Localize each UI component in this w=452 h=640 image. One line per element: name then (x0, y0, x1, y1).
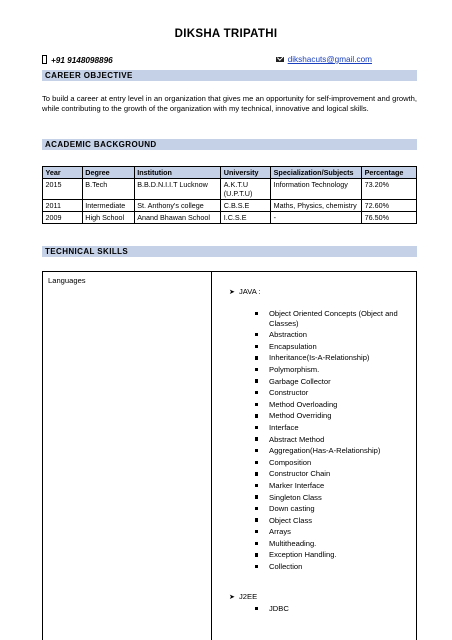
table-cell: - (271, 212, 362, 224)
table-row (43, 212, 417, 224)
list-item: Multitheading. (255, 539, 417, 549)
table-cell: 73.20% (362, 179, 417, 200)
table-header-row (43, 167, 417, 179)
table-cell: A.K.T.U (U.P.T.U) (221, 179, 271, 200)
phone-number: +91 9148098896 (42, 55, 113, 65)
table-cell: High School (82, 212, 134, 224)
phone-icon (42, 55, 47, 64)
section-technical-skills: TECHNICAL SKILLS (42, 246, 417, 257)
academic-table (42, 166, 417, 224)
table-cell: C.B.S.E (221, 200, 271, 212)
list-item: JDBC (255, 604, 417, 614)
table-cell: Information Technology (271, 179, 362, 200)
col-percentage: Percentage (362, 167, 417, 179)
list-item: Abstract Method (255, 435, 417, 445)
table-cell: Maths, Physics, chemistry (271, 200, 362, 212)
col-degree: Degree (82, 167, 134, 179)
envelope-icon (276, 57, 284, 63)
skills-category-label: Languages (48, 276, 86, 285)
section-career-objective: CAREER OBJECTIVE (42, 70, 417, 81)
objective-text: To build a career at entry level in an organization that gives me an opportunity for self-improvement and growth, while contributing to the growth of the organization with my technical, innovative and logical skills. (42, 94, 417, 113)
list-item: Abstraction (255, 330, 417, 340)
table-cell: St. Anthony's college (134, 200, 221, 212)
col-specialization: Specialization/Subjects (271, 167, 362, 179)
list-item: Inheritance(Is-A-Relationship) (255, 353, 417, 363)
list-item: Object Oriented Concepts (Object and Classes) (255, 309, 417, 328)
email (276, 55, 372, 64)
list-item: Collection (255, 562, 417, 572)
section-academic-background: ACADEMIC BACKGROUND (42, 139, 417, 150)
list-item: Marker Interface (255, 481, 417, 491)
skills-table (42, 271, 417, 640)
list-item: Object Class (255, 516, 417, 526)
j2ee-topic-list (255, 604, 417, 616)
list-item: Constructor (255, 388, 417, 398)
java-topic-list (255, 309, 417, 574)
list-item: Arrays (255, 527, 417, 537)
arrow-bullet-icon: ➤ (229, 289, 235, 296)
skill-group-j2ee: ➤ J2EE (229, 592, 258, 601)
table-cell: B.Tech (82, 179, 134, 200)
table-cell: 76.50% (362, 212, 417, 224)
email-link[interactable]: dikshacuts@gmail.com (287, 55, 372, 64)
table-row (43, 200, 417, 212)
list-item: Composition (255, 458, 417, 468)
list-item: Polymorphism. (255, 365, 417, 375)
table-cell: Intermediate (82, 200, 134, 212)
list-item: Constructor Chain (255, 469, 417, 479)
table-cell: Anand Bhawan School (134, 212, 221, 224)
list-item: Interface (255, 423, 417, 433)
list-item: Method Overloading (255, 400, 417, 410)
table-cell: I.C.S.E (221, 212, 271, 224)
table-cell: 2009 (43, 212, 83, 224)
table-row (43, 179, 417, 200)
table-cell: 72.60% (362, 200, 417, 212)
list-item: Exception Handling. (255, 550, 417, 560)
skills-divider (211, 272, 212, 640)
list-item: Aggregation(Has-A-Relationship) (255, 446, 417, 456)
list-item: Garbage Collector (255, 377, 417, 387)
contact-row (42, 55, 417, 67)
table-cell: 2011 (43, 200, 83, 212)
arrow-bullet-icon: ➤ (229, 594, 235, 601)
col-year: Year (43, 167, 83, 179)
table-cell: 2015 (43, 179, 83, 200)
list-item: Down casting (255, 504, 417, 514)
candidate-name: DIKSHA TRIPATHI (174, 28, 278, 40)
list-item: Encapsulation (255, 342, 417, 352)
table-cell: B.B.D.N.I.I.T Lucknow (134, 179, 221, 200)
col-university: University (221, 167, 271, 179)
list-item: Method Overriding (255, 411, 417, 421)
list-item: Singleton Class (255, 493, 417, 503)
skill-group-java: ➤ JAVA : (229, 287, 261, 296)
col-institution: Institution (134, 167, 221, 179)
